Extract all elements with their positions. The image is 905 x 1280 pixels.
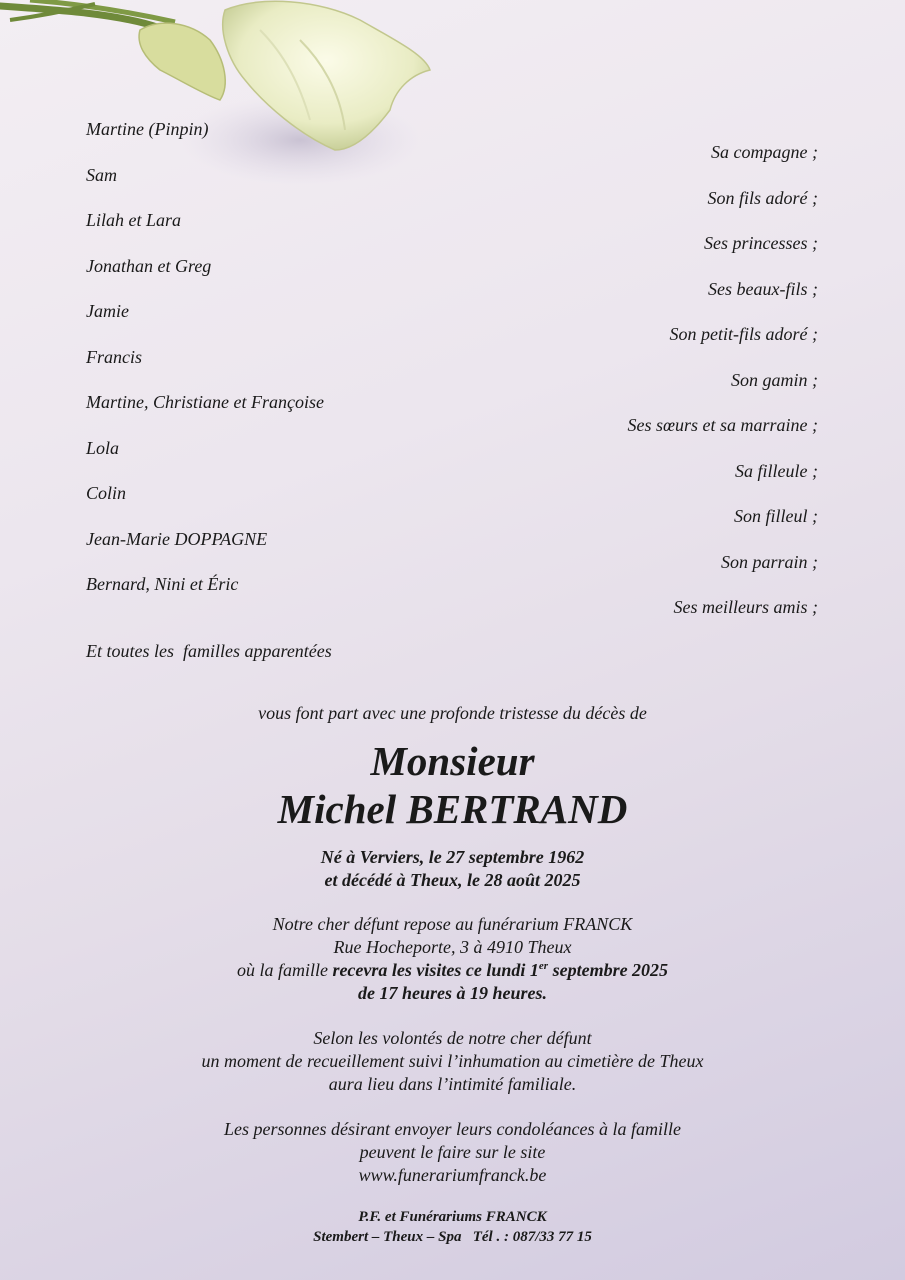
visits-line — [0, 959, 905, 982]
relation-label: Son fils adoré ; — [707, 187, 818, 208]
funeral-home-name: P.F. et Funérariums FRANCK — [358, 1209, 547, 1225]
announcement-intro: vous font part avec une profonde tristesse du décès de — [258, 703, 647, 723]
family-name: Sam — [86, 164, 117, 185]
relation-label: Son gamin ; — [731, 369, 818, 390]
ceremony-block — [0, 1027, 905, 1096]
relations-list — [627, 141, 818, 642]
visits-date-sup: er — [538, 960, 549, 972]
condolences-line-2: peuvent le faire sur le site — [359, 1142, 546, 1162]
visits-prefix: où la famille — [236, 960, 333, 980]
family-name: Colin — [86, 483, 127, 503]
family-names-list — [86, 118, 324, 619]
family-name: Martine (Pinpin) — [86, 119, 209, 139]
condolences-website: www.funerariumfranck.be — [358, 1165, 547, 1185]
relation-label: Ses beaux-fils ; — [708, 278, 818, 299]
visits-hours: de 17 heures à 19 heures. — [357, 983, 547, 1003]
relation-label: Son petit-fils adoré ; — [669, 324, 818, 344]
condolences-block — [0, 1118, 905, 1187]
relation-label: Sa filleule ; — [735, 460, 818, 481]
family-name: Jonathan et Greg — [86, 255, 212, 276]
wishes-line-1: Selon les volontés de notre cher défunt — [313, 1028, 592, 1048]
visits-date-end: septembre 2025 — [548, 960, 669, 980]
relation-label: Ses meilleurs amis ; — [673, 597, 818, 617]
relation-label: Son parrain ; — [720, 551, 818, 572]
relation-label: Ses sœurs et sa marraine ; — [627, 415, 818, 435]
wishes-line-3: aura lieu dans l’intimité familiale. — [328, 1074, 577, 1094]
visits-date: recevra les visites ce lundi 1 — [332, 960, 539, 980]
relation-label: Son filleul ; — [734, 506, 818, 526]
funeral-home-contact: Stembert – Theux – Spa Tél . : 087/33 77 15 — [313, 1229, 592, 1245]
deceased-name: Michel BERTRAND — [277, 786, 628, 832]
rest-location: Notre cher défunt repose au funérarium FRANCK — [272, 914, 633, 934]
family-name: Jean-Marie DOPPAGNE — [86, 528, 268, 549]
birth-death-dates — [0, 846, 905, 892]
rest-address: Rue Hocheporte, 3 à 4910 Theux — [333, 937, 572, 957]
deceased-title: Monsieur — [370, 738, 535, 784]
death-line: et décédé à Theux, le 28 août 2025 — [324, 870, 581, 890]
condolences-line-1: Les personnes désirant envoyer leurs condoléances à la famille — [224, 1119, 681, 1139]
family-name: Francis — [86, 346, 142, 367]
relation-label: Sa compagne ; — [711, 142, 818, 162]
visitation-block — [0, 913, 905, 1005]
relation-label: Ses princesses ; — [704, 233, 818, 253]
family-name: Martine, Christiane et Françoise — [86, 392, 324, 412]
wishes-line-2: un moment de recueillement suivi l’inhumation au cimetière de Theux — [201, 1051, 704, 1071]
extended-families: Et toutes les familles apparentées — [86, 641, 332, 661]
birth-line: Né à Verviers, le 27 septembre 1962 — [320, 847, 585, 867]
funeral-home-footer — [0, 1207, 905, 1247]
family-name: Bernard, Nini et Éric — [86, 574, 239, 594]
family-name: Lilah et Lara — [86, 210, 182, 230]
family-name: Lola — [86, 437, 120, 458]
family-name: Jamie — [86, 301, 129, 321]
